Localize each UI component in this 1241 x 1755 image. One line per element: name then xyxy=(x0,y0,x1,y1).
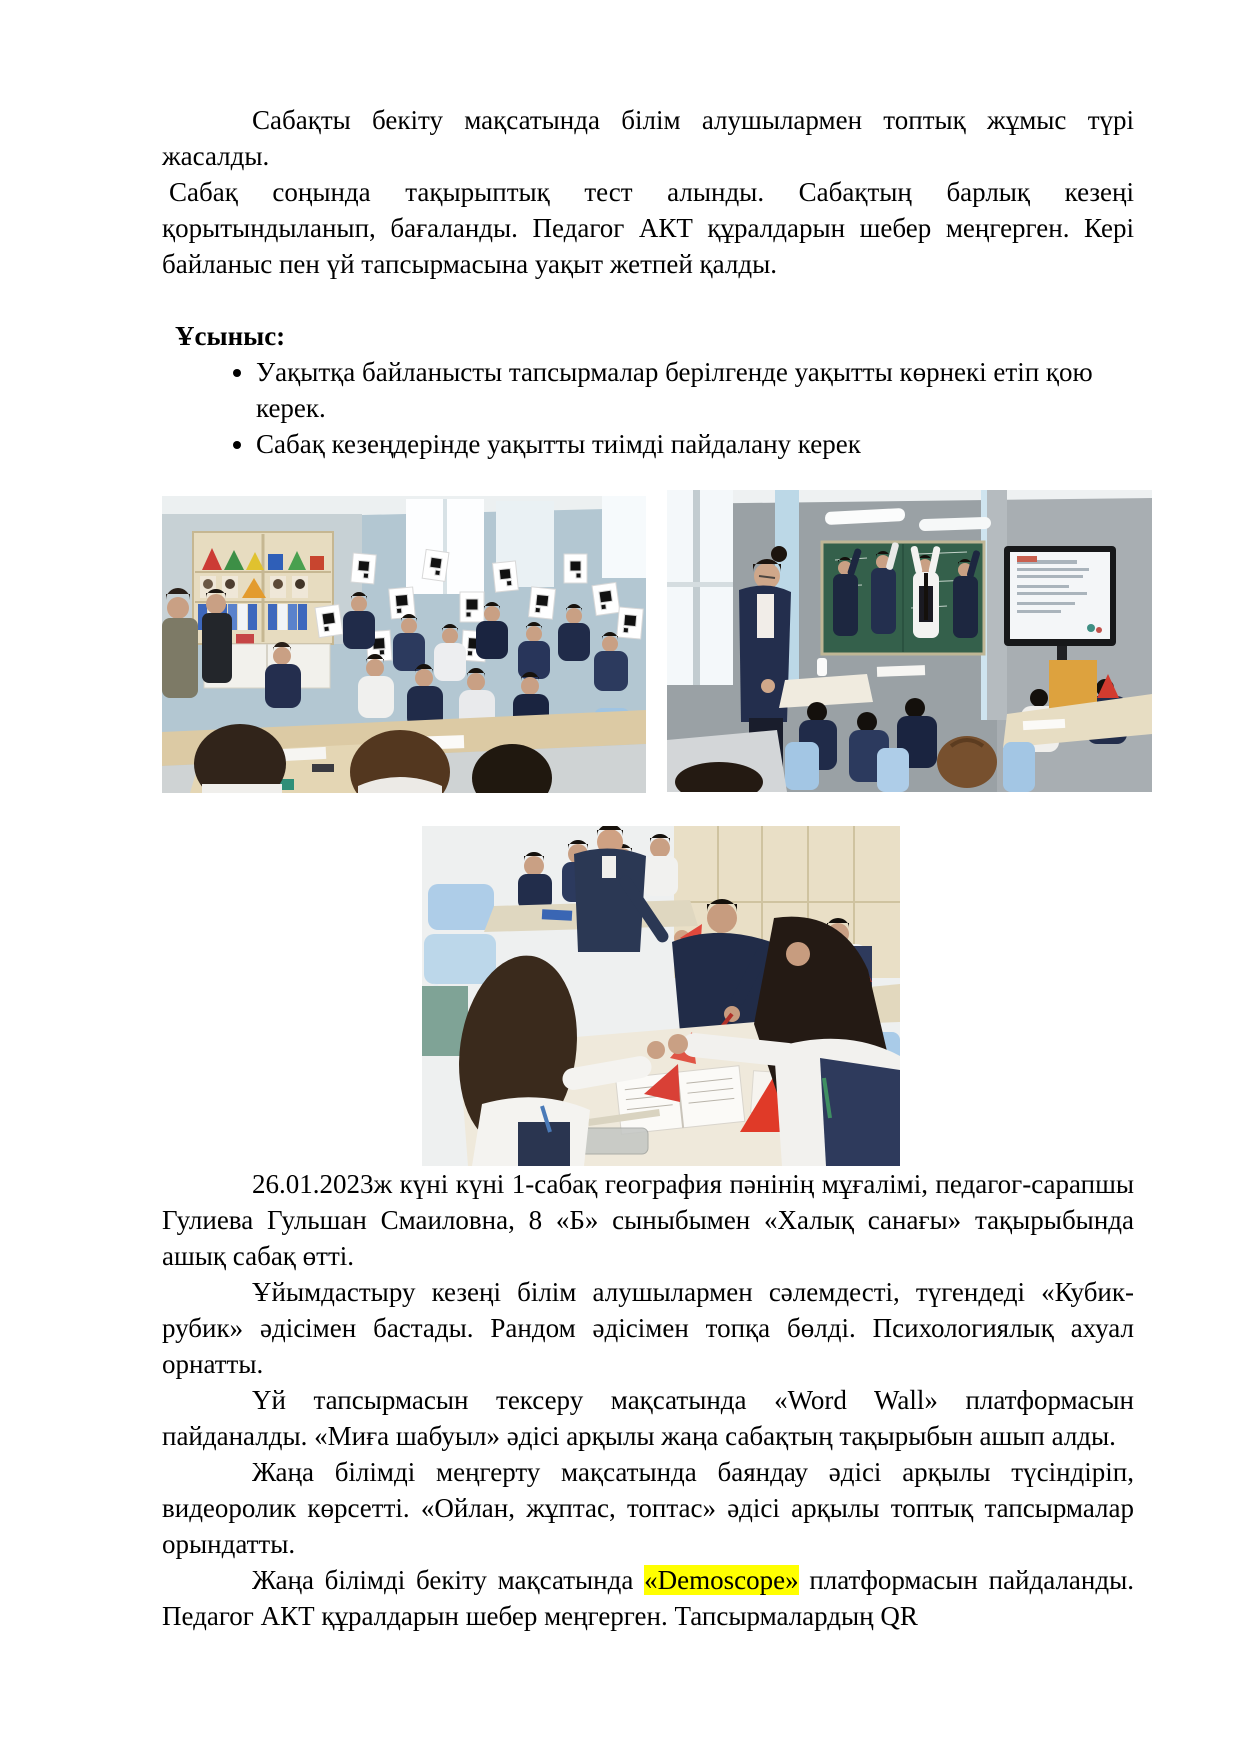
list-item: • Сабақ кезеңдерінде уақытты тиімді пайдалану керек xyxy=(256,426,1134,462)
paragraph-lesson-end: Сабақ соңында тақырыптық тест алынды. Сабақтың барлық кезеңі қорытындыланып, бағаланды. Педагог АКТ құралдарын шебер меңгерген. Кері байланыс пен үй тапсырмасына уақыт жетпей қалды. xyxy=(162,177,1134,279)
paragraph-consolidation xyxy=(162,1562,1134,1634)
classroom-photo-group-work xyxy=(422,826,900,1166)
recommendation-list xyxy=(162,354,1134,462)
paragraph-organization: Ұйымдастыру кезеңі білім алушылармен сәлемдесті, түгендеді «Кубик-рубик» әдісімен бастады. Рандом әдісімен топқа бөлді. Психологиялық ахуал орнатты. xyxy=(162,1277,1134,1379)
recommendation-heading: Ұсыныс: xyxy=(175,321,286,351)
photo-center xyxy=(422,826,900,1166)
highlighted-text: «Demoscope» xyxy=(644,1565,799,1595)
paragraph-new-knowledge: Жаңа білімді меңгерту мақсатында баяндау әдісі арқылы түсіндіріп, видеоролик көрсетті. «Ойлан, жұптас, топтас» әдісі арқылы топтық тапсырмалар орындатты. xyxy=(162,1457,1134,1559)
text-after-highlight: платформасын пайдаланды. Педагог АКТ құралдарын шебер меңгерген. Тапсырмалардың QR xyxy=(162,1565,1134,1631)
paragraph-lesson-closing: Сабақты бекіту мақсатында білім алушылармен топтық жұмыс түрі жасалды. xyxy=(162,105,1134,171)
photo-row xyxy=(162,490,1152,793)
paragraph-open-lesson: 26.01.2023ж күні күні 1-сабақ география пәнінің мұғалімі, педагог-сарапшы Гулиева Гульшан Смаиловна, 8 «Б» сыныбымен «Халық санағы» тақырыбында ашық сабақ өтті. xyxy=(162,1169,1134,1271)
classroom-photo-plicker-cards xyxy=(162,496,646,793)
text-before-highlight: Жаңа білімді бекіту мақсатында xyxy=(252,1565,645,1595)
list-item: • Уақытқа байланысты тапсырмалар берілгенде уақытты көрнекі етіп қою керек. xyxy=(256,354,1134,426)
paragraph-homework-check: Үй тапсырмасын тексеру мақсатында «Word Wall» платформасын пайданалды. «Миға шабуыл» әдісі арқылы жаңа сабақтың тақырыбын ашып алды. xyxy=(162,1385,1134,1451)
classroom-photo-chalkboard xyxy=(667,490,1152,792)
blank-line xyxy=(162,282,1134,318)
